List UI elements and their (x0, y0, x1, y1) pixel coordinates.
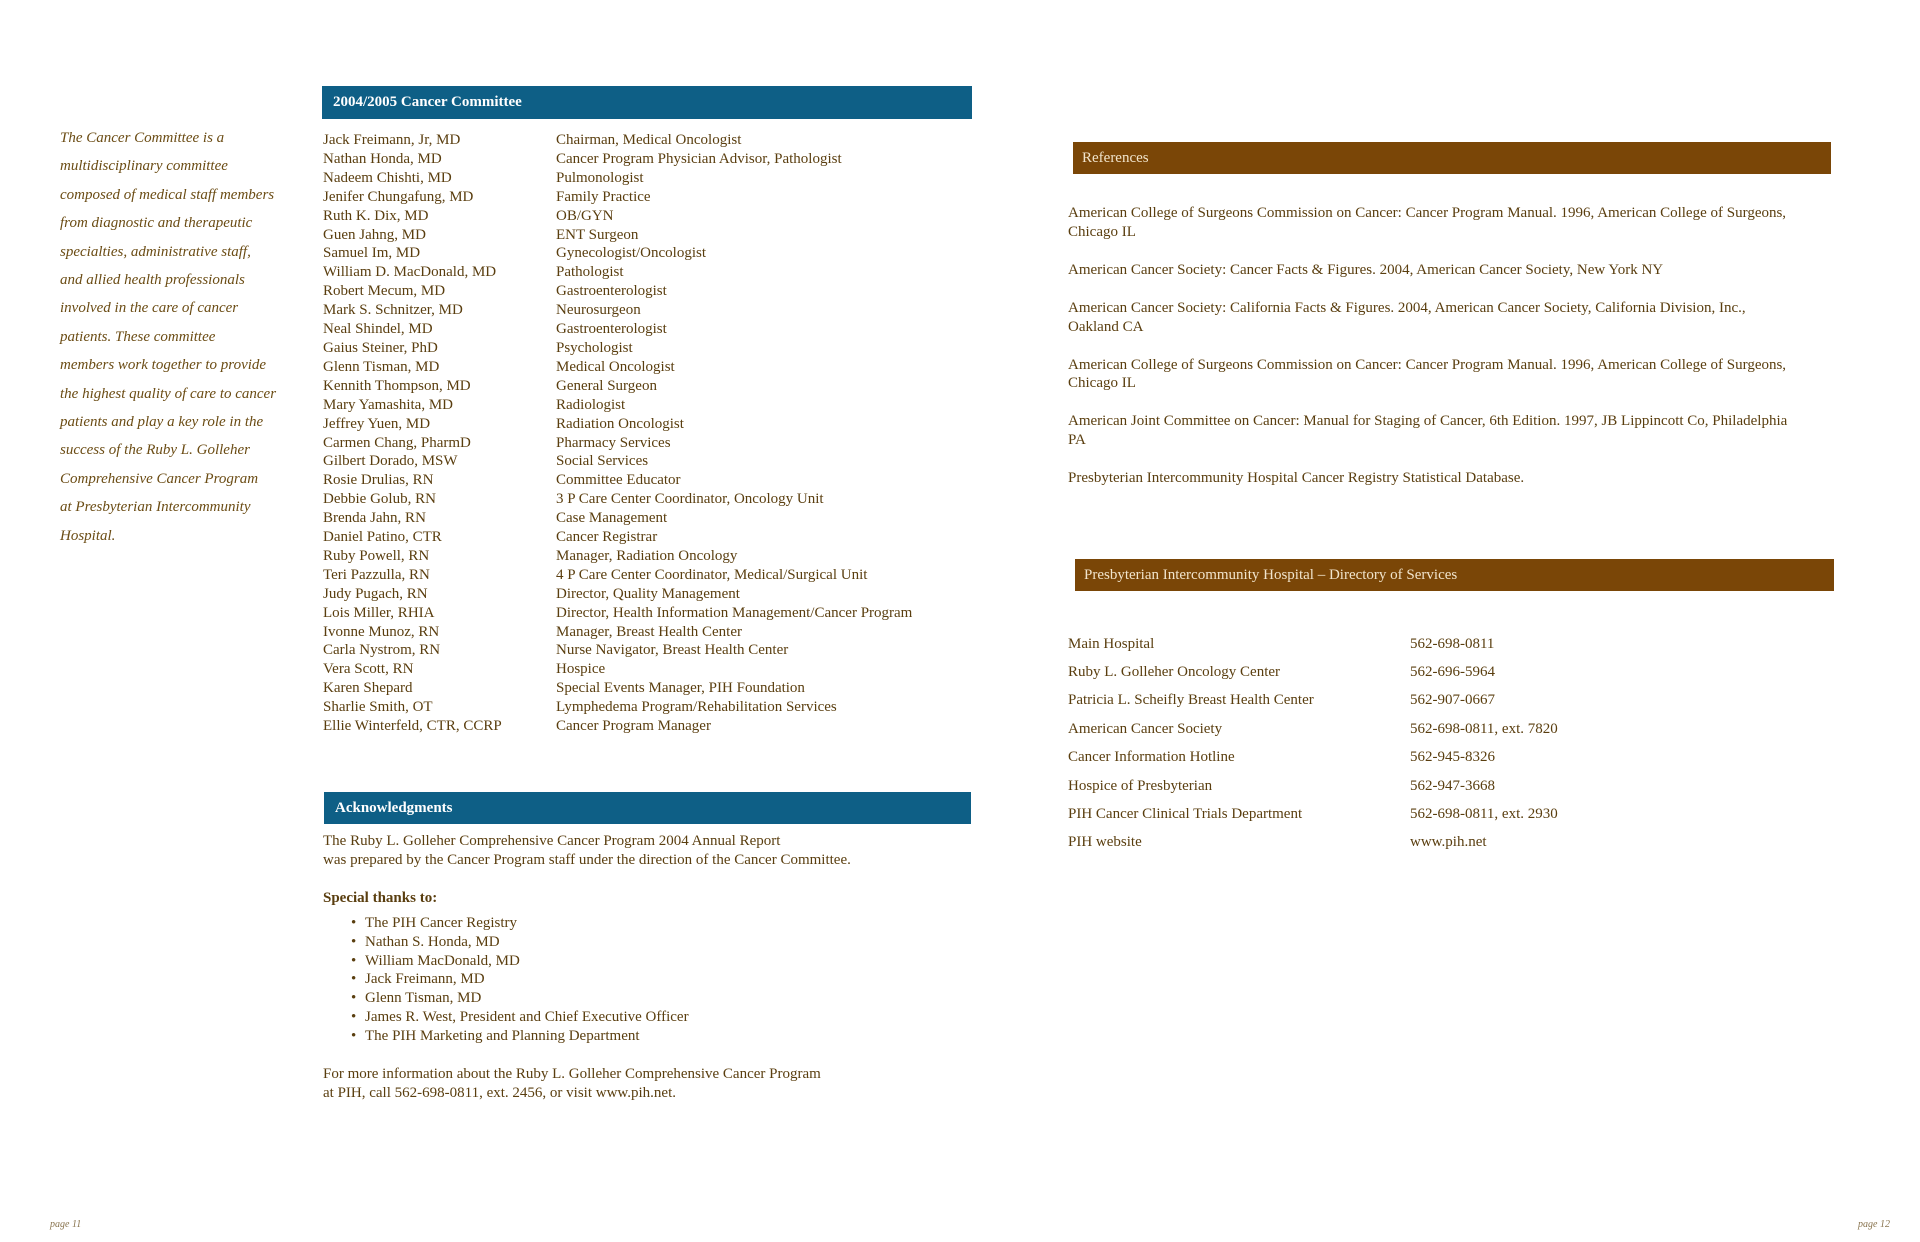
directory-entry-name: Ruby L. Golleher Oncology Center (1068, 664, 1281, 681)
member-role: Gastroenterologist (556, 283, 667, 300)
member-name: Guen Jahng, MD (323, 226, 426, 243)
intro-line: composed of medical staff members (60, 186, 275, 203)
member-role: Case Management (556, 510, 668, 527)
committee-member-row (323, 169, 973, 188)
committee-member-row (323, 320, 973, 339)
member-name: Kennith Thompson, MD (323, 377, 471, 394)
directory-entry (1068, 772, 1798, 800)
member-role: Pulmonologist (556, 169, 644, 186)
intro-line: patients. These committee (60, 328, 216, 345)
member-role: Manager, Radiation Oncology (556, 547, 738, 564)
intro-line: Comprehensive Cancer Program (60, 470, 259, 487)
committee-intro-text (60, 124, 292, 550)
member-role: Radiation Oncologist (556, 415, 684, 432)
committee-member-row (323, 604, 973, 623)
committee-member-row (323, 226, 973, 245)
intro-line: the highest quality of care to cancer (60, 385, 277, 402)
member-name: Mark S. Schnitzer, MD (323, 302, 463, 319)
ack-intro-line: was prepared by the Cancer Program staff under the direction of the Cancer Committee. (323, 851, 851, 868)
special-thanks-item: • William MacDonald, MD (351, 952, 973, 971)
committee-member-row (323, 585, 973, 604)
intro-line: and allied health professionals (60, 272, 245, 289)
reference-item: American Joint Committee on Cancer: Manual for Staging of Cancer, 6th Edition. 1997, JB Lippincott Co, Philadelphia PA (1068, 413, 1788, 449)
directory-entry-name: Patricia L. Scheifly Breast Health Center (1068, 692, 1314, 709)
member-name: Sharlie Smith, OT (323, 699, 433, 716)
member-role: Director, Health Information Management/Cancer Program (556, 604, 913, 621)
directory-entry (1068, 658, 1798, 686)
special-thanks-item: • James R. West, President and Chief Executive Officer (351, 1008, 973, 1027)
member-role: Pharmacy Services (556, 434, 671, 451)
committee-member-row (323, 660, 973, 679)
member-role: OB/GYN (556, 207, 614, 224)
references-title: References (1082, 149, 1149, 166)
directory-entry-phone: 562-907-0667 (1410, 692, 1495, 709)
member-role: Manager, Breast Health Center (556, 623, 742, 640)
directory-entry-name: PIH website (1068, 834, 1142, 851)
committee-member-row (323, 566, 973, 585)
committee-title: 2004/2005 Cancer Committee (333, 94, 522, 110)
committee-member-row (323, 547, 973, 566)
member-role: Cancer Registrar (556, 529, 658, 546)
member-name: Gaius Steiner, PhD (323, 339, 438, 356)
reference-item: American Cancer Society: California Facts & Figures. 2004, American Cancer Society, California Division, Inc., Oakland CA (1068, 299, 1746, 335)
directory-entry (1068, 744, 1798, 772)
special-thanks-item: • Nathan S. Honda, MD (351, 933, 973, 952)
committee-member-row (323, 339, 973, 358)
member-name: Ruby Powell, RN (323, 547, 430, 564)
member-role: Cancer Program Manager (556, 718, 711, 735)
committee-member-row (323, 358, 973, 377)
member-role: Hospice (556, 661, 606, 678)
member-role: Psychologist (556, 339, 633, 356)
committee-member-row (323, 490, 973, 509)
member-name: Karen Shepard (323, 680, 413, 697)
committee-member-row (323, 207, 973, 226)
member-name: Teri Pazzulla, RN (323, 566, 430, 583)
member-name: Rosie Drulias, RN (323, 472, 434, 489)
reference-item: Presbyterian Intercommunity Hospital Cancer Registry Statistical Database. (1068, 470, 1525, 487)
directory-entry-phone: 562-698-0811 (1410, 635, 1495, 652)
reference-item: American College of Surgeons Commission on Cancer: Cancer Program Manual. 1996, American College of Surgeons, Chicago IL (1068, 205, 1787, 240)
member-role: Medical Oncologist (556, 358, 675, 375)
committee-member-row (323, 434, 973, 453)
directory-entry-name: Hospice of Presbyterian (1068, 777, 1213, 794)
committee-member-row (323, 679, 973, 698)
member-role: Chairman, Medical Oncologist (556, 132, 742, 148)
member-role: Gastroenterologist (556, 321, 667, 338)
intro-line: patients and play a key role in the (60, 414, 264, 431)
member-role: Director, Quality Management (556, 585, 740, 602)
committee-member-row (323, 377, 973, 396)
member-role: Neurosurgeon (556, 302, 641, 319)
committee-member-row (323, 528, 973, 547)
directory-entry (1068, 687, 1798, 715)
special-thanks-item: • The PIH Marketing and Planning Department (351, 1027, 973, 1046)
member-role: Lymphedema Program/Rehabilitation Services (556, 699, 837, 716)
committee-member-row (323, 131, 973, 150)
special-thanks-item: • The PIH Cancer Registry (351, 914, 973, 933)
directory-section-header (1075, 559, 1834, 591)
member-name: Ruth K. Dix, MD (323, 207, 429, 224)
reference-item: American Cancer Society: Cancer Facts & Figures. 2004, American Cancer Society, New York NY (1068, 261, 1664, 278)
member-role: General Surgeon (556, 377, 657, 394)
intro-line: at Presbyterian Intercommunity (60, 499, 251, 516)
acknowledgments-title: Acknowledgments (335, 799, 453, 816)
member-name: Jenifer Chungafung, MD (323, 188, 474, 205)
committee-member-row (323, 415, 973, 434)
intro-line: multidisciplinary committee (60, 158, 228, 175)
member-name: Mary Yamashita, MD (323, 396, 453, 413)
directory-entry-phone: 562-696-5964 (1410, 664, 1495, 681)
committee-member-row (323, 282, 973, 301)
member-name: Vera Scott, RN (323, 661, 414, 678)
member-role: Pathologist (556, 264, 624, 281)
directory-entry-phone: 562-698-0811, ext. 2930 (1410, 806, 1558, 823)
intro-line: The Cancer Committee is a (60, 130, 225, 146)
member-role: Radiologist (556, 396, 626, 413)
intro-line: Hospital. (60, 527, 116, 544)
member-role: Committee Educator (556, 472, 681, 489)
committee-section-header (322, 86, 972, 119)
member-name: William D. MacDonald, MD (323, 264, 497, 281)
directory-entry (1068, 630, 1798, 658)
member-name: Jack Freimann, Jr, MD (323, 132, 461, 148)
directory-entry (1068, 715, 1798, 743)
member-role: 4 P Care Center Coordinator, Medical/Surgical Unit (556, 566, 868, 583)
member-name: Gilbert Dorado, MSW (323, 453, 458, 470)
directory-entry-name: American Cancer Society (1068, 720, 1223, 737)
directory-entry-phone: 562-698-0811, ext. 7820 (1410, 720, 1558, 737)
committee-member-row (323, 150, 973, 169)
member-role: 3 P Care Center Coordinator, Oncology Unit (556, 491, 824, 508)
directory-entry (1068, 829, 1798, 857)
references-list (1068, 204, 1798, 507)
member-role: ENT Surgeon (556, 226, 639, 243)
directory-entry-name: PIH Cancer Clinical Trials Department (1068, 806, 1303, 823)
special-thanks-title: Special thanks to: (323, 889, 438, 906)
member-name: Carmen Chang, PharmD (323, 434, 471, 451)
member-role: Special Events Manager, PIH Foundation (556, 680, 805, 697)
committee-member-row (323, 717, 973, 736)
member-name: Ellie Winterfeld, CTR, CCRP (323, 718, 502, 735)
directory-entry (1068, 800, 1798, 828)
intro-line: success of the Ruby L. Golleher (60, 442, 250, 459)
committee-member-row (323, 244, 973, 263)
committee-member-row (323, 698, 973, 717)
member-name: Nathan Honda, MD (323, 150, 442, 167)
acknowledgments-body (323, 832, 973, 1103)
special-thanks-item: • Glenn Tisman, MD (351, 989, 973, 1008)
member-name: Nadeem Chishti, MD (323, 169, 452, 186)
member-name: Carla Nystrom, RN (323, 642, 441, 659)
more-info-line: For more information about the Ruby L. Golleher Comprehensive Cancer Program (323, 1066, 821, 1083)
member-name: Robert Mecum, MD (323, 283, 446, 300)
directory-entry-name: Cancer Information Hotline (1068, 749, 1235, 766)
member-name: Brenda Jahn, RN (323, 510, 426, 527)
intro-line: specialties, administrative staff, (60, 243, 251, 260)
committee-member-row (323, 396, 973, 415)
committee-member-row (323, 641, 973, 660)
reference-item: American College of Surgeons Commission on Cancer: Cancer Program Manual. 1996, American College of Surgeons, Chicago IL (1068, 356, 1787, 392)
committee-member-row (323, 623, 973, 642)
ack-intro-line: The Ruby L. Golleher Comprehensive Cancer Program 2004 Annual Report (323, 833, 781, 849)
member-name: Jeffrey Yuen, MD (323, 415, 431, 432)
committee-member-row (323, 301, 973, 320)
directory-title: Presbyterian Intercommunity Hospital – Directory of Services (1084, 566, 1458, 583)
page-number-right: page 12 (1858, 1219, 1890, 1230)
committee-member-row (323, 452, 973, 471)
directory-list (1068, 630, 1798, 857)
member-role: Nurse Navigator, Breast Health Center (556, 642, 789, 659)
committee-member-row (323, 188, 973, 207)
member-name: Neal Shindel, MD (323, 321, 433, 338)
special-thanks-item: • Jack Freimann, MD (351, 970, 973, 989)
intro-line: involved in the care of cancer (60, 300, 239, 317)
member-name: Daniel Patino, CTR (323, 529, 442, 546)
member-role: Social Services (556, 453, 649, 470)
member-name: Lois Miller, RHIA (323, 604, 435, 621)
directory-entry-phone: 562-945-8326 (1410, 749, 1495, 766)
member-role: Cancer Program Physician Advisor, Pathologist (556, 150, 842, 167)
directory-entry-phone: www.pih.net (1410, 834, 1487, 851)
directory-entry-phone: 562-947-3668 (1410, 777, 1495, 794)
committee-member-row (323, 509, 973, 528)
directory-entry-name: Main Hospital (1068, 635, 1155, 652)
acknowledgments-section-header (324, 792, 971, 824)
member-name: Glenn Tisman, MD (323, 358, 440, 375)
intro-line: members work together to provide (60, 357, 267, 374)
committee-member-list (323, 131, 973, 736)
references-section-header (1073, 142, 1831, 174)
member-role: Family Practice (556, 188, 651, 205)
intro-line: from diagnostic and therapeutic (60, 215, 253, 232)
committee-member-row (323, 263, 973, 282)
member-role: Gynecologist/Oncologist (556, 245, 706, 262)
special-thanks-list (323, 914, 973, 1046)
more-info-line: at PIH, call 562-698-0811, ext. 2456, or visit www.pih.net. (323, 1084, 677, 1101)
member-name: Judy Pugach, RN (323, 585, 428, 602)
member-name: Debbie Golub, RN (323, 491, 436, 508)
page-number-left: page 11 (50, 1219, 82, 1230)
committee-member-row (323, 471, 973, 490)
member-name: Ivonne Munoz, RN (323, 623, 440, 640)
member-name: Samuel Im, MD (323, 245, 421, 262)
